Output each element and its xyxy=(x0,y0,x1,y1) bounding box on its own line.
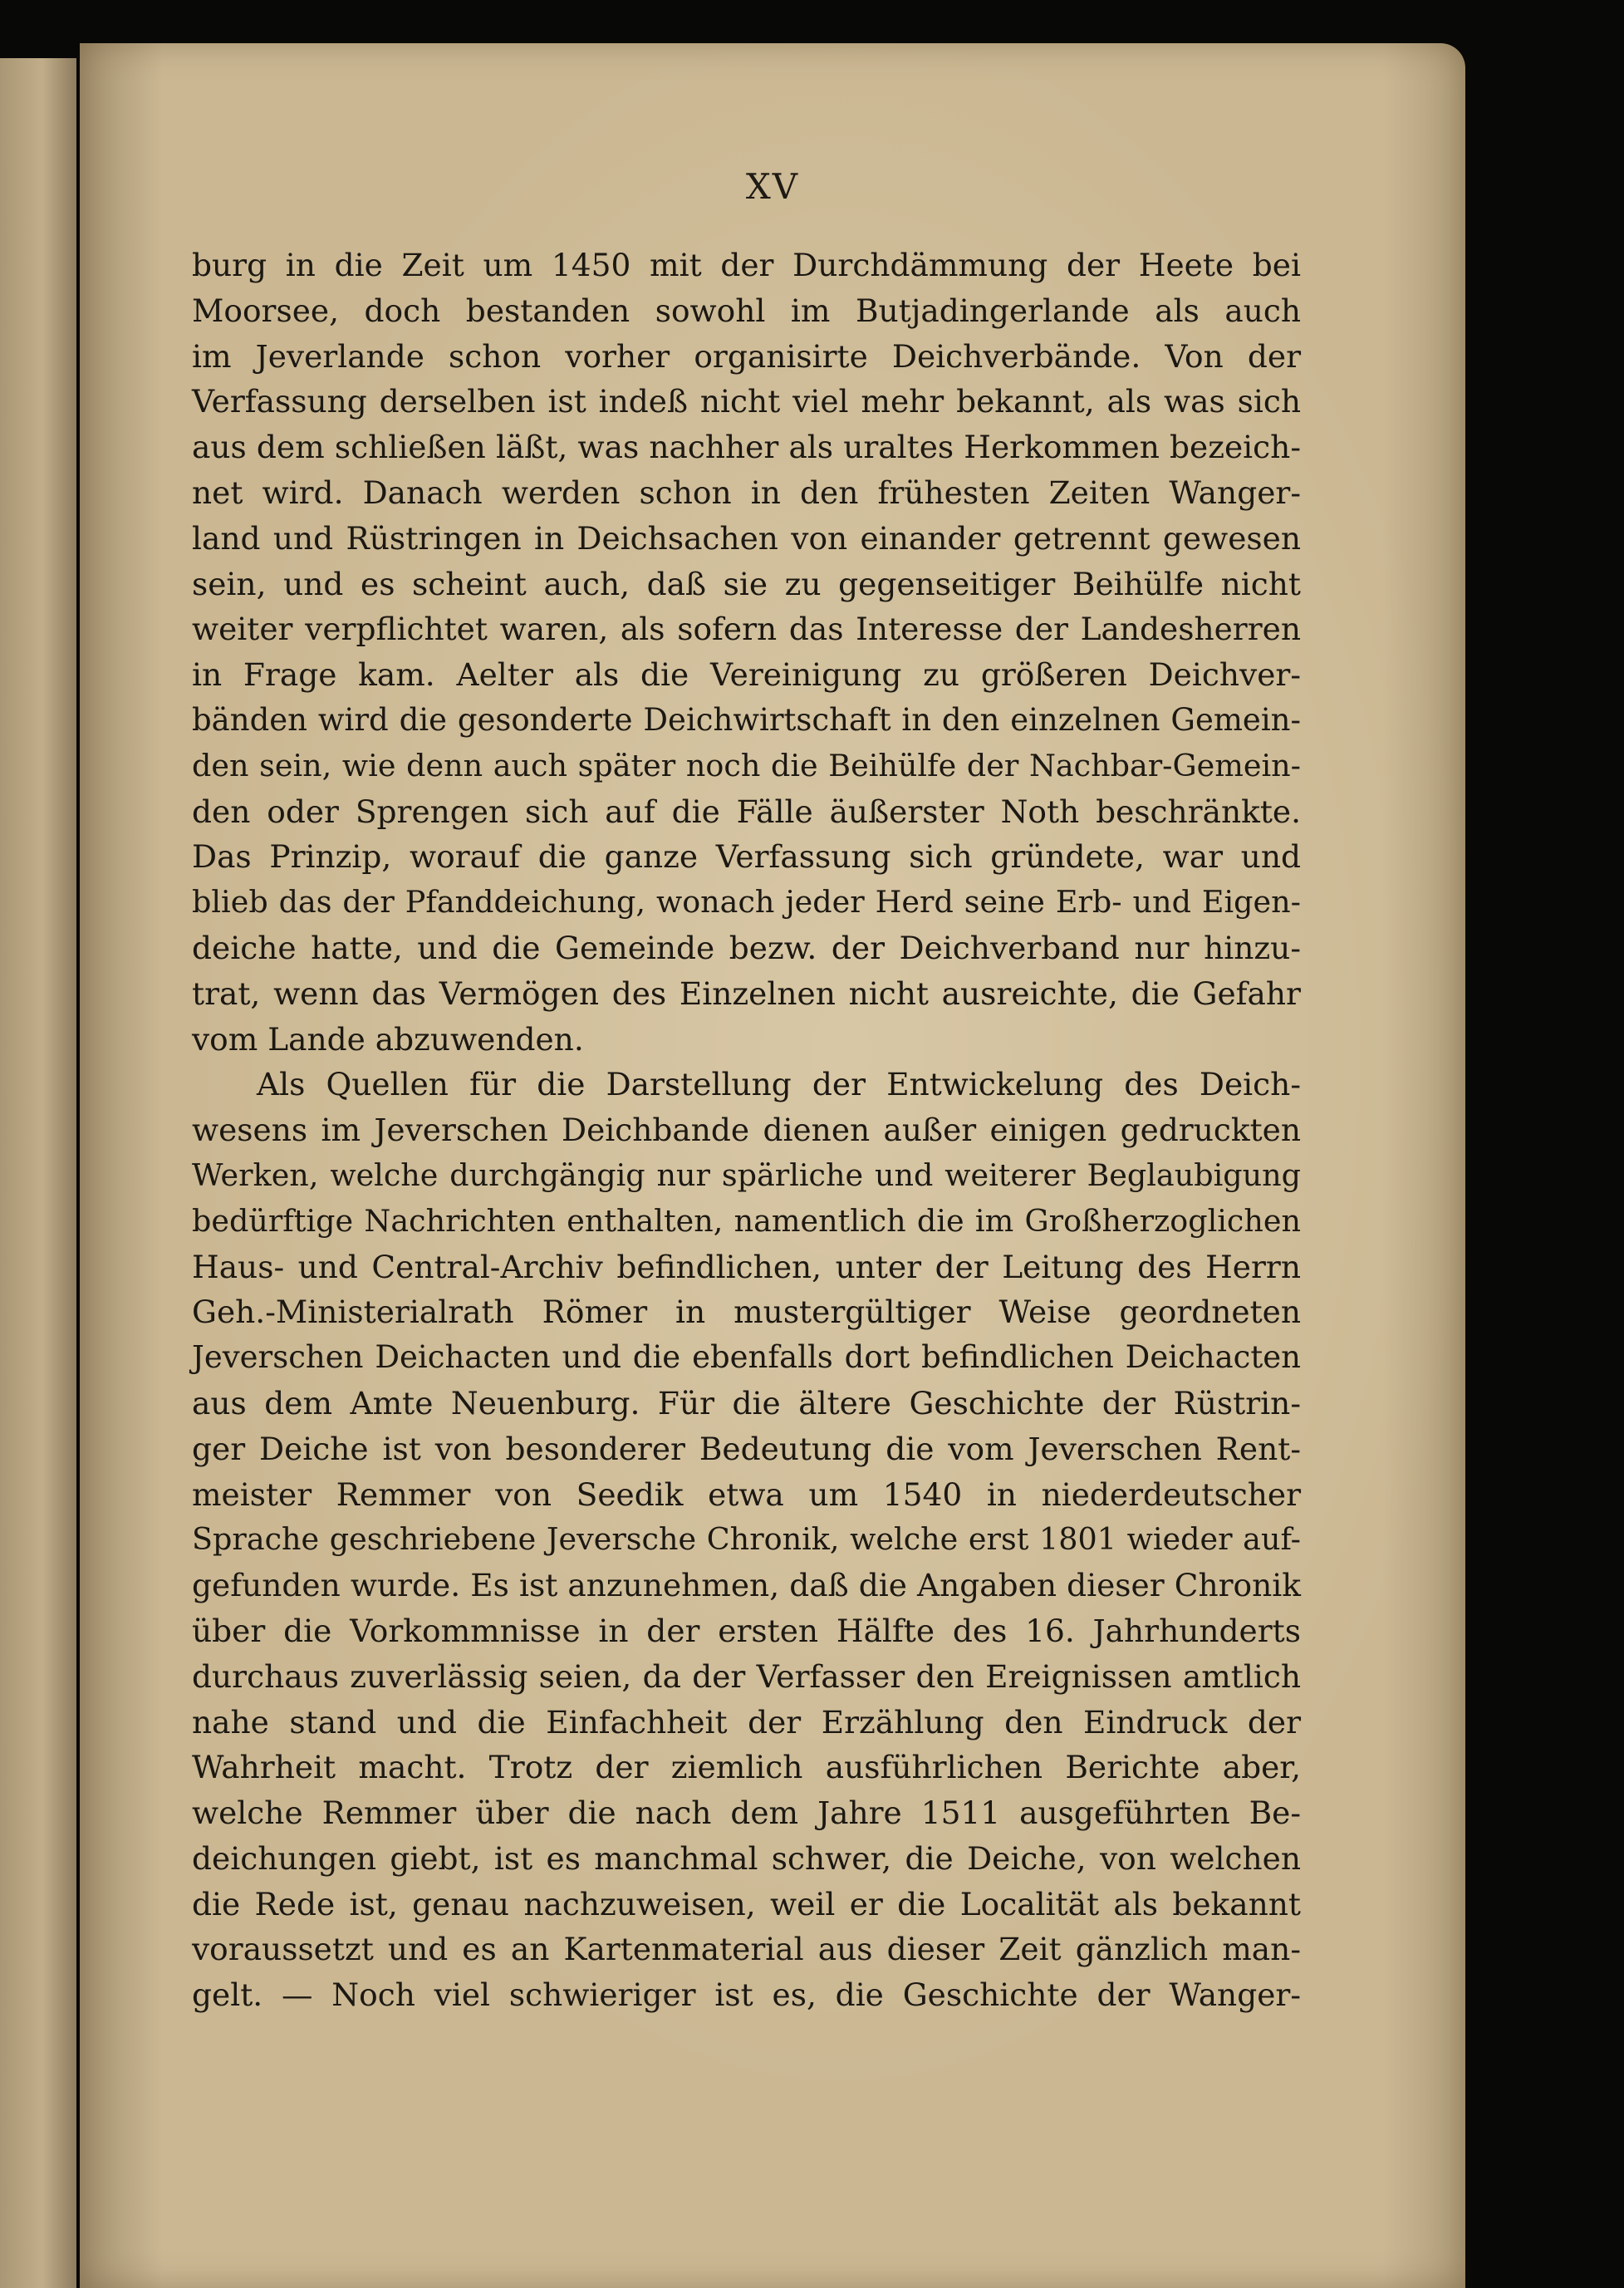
text-line: sein, und es scheint auch, daß sie zu gegenseitiger Beihülfe nicht xyxy=(192,565,1301,602)
text-line: land und Rüstringen in Deichsachen von einander getrennt gewesen xyxy=(192,519,1301,557)
text-line: über die Vorkommnisse in der ersten Hälfte des 16. Jahrhunderts xyxy=(192,1612,1301,1649)
left-page-edge xyxy=(0,58,76,2288)
text-line: Haus- und Central-Archiv befindlichen, unter der Leitung des Herrn xyxy=(192,1248,1301,1285)
book-page xyxy=(80,43,1465,2288)
text-line: Wahrheit macht. Trotz der ziemlich ausführlichen Berichte aber, xyxy=(192,1749,1301,1786)
text-line: voraussetzt und es an Kartenmaterial aus dieser Zeit gänzlich man- xyxy=(192,1931,1301,1968)
text-line: aus dem schließen läßt, was nachher als uraltes Herkommen bezeich- xyxy=(192,429,1301,466)
text-line: gelt. — Noch viel schwieriger ist es, die Geschichte der Wanger- xyxy=(192,1976,1301,2014)
text-line: bänden wird die gesonderte Deichwirtschaft in den einzelnen Gemein- xyxy=(192,701,1301,738)
text-line: aus dem Amte Neuenburg. Für die ältere Geschichte der Rüstrin- xyxy=(192,1384,1301,1421)
text-line: Werken, welche durchgängig nur spärliche und weiterer Beglaubigung xyxy=(192,1156,1301,1193)
text-line: Jeverschen Deichacten und die ebenfalls dort befindlichen Deichacten xyxy=(192,1339,1301,1376)
text-line: deichungen giebt, ist es manchmal schwer, die Deiche, von welchen xyxy=(192,1839,1301,1877)
text-line: ger Deiche ist von besonderer Bedeutung die vom Jeverschen Rent- xyxy=(192,1430,1301,1467)
text-line: Sprache geschriebene Jeversche Chronik, welche erst 1801 wieder auf- xyxy=(192,1521,1301,1558)
text-line: vom Lande abzuwenden. xyxy=(192,1020,584,1058)
text-line: Verfassung derselben ist indeß nicht viel mehr bekannt, als was sich xyxy=(192,383,1301,420)
text-line: gefunden wurde. Es ist anzunehmen, daß die Angaben dieser Chronik xyxy=(192,1567,1301,1604)
text-line: in Frage kam. Aelter als die Vereinigung zu größeren Deichver- xyxy=(192,656,1301,694)
body-text xyxy=(192,243,1301,2018)
text-line: burg in die Zeit um 1450 mit der Durchdämmung der Heete bei xyxy=(192,247,1301,283)
text-line: Das Prinzip, worauf die ganze Verfassung sich gründete, war und xyxy=(192,838,1301,876)
text-line: Geh.-Ministerialrath Römer in mustergültiger Weise geordneten xyxy=(192,1294,1301,1331)
text-line: durchaus zuverlässig seien, da der Verfasser den Ereignissen amtlich xyxy=(192,1657,1301,1695)
text-line: wesens im Jeverschen Deichbande dienen außer einigen gedruckten xyxy=(192,1112,1301,1149)
text-line: blieb das der Pfanddeichung, wonach jeder Herd seine Erb- und Eigen- xyxy=(192,884,1301,921)
page-number: XV xyxy=(745,166,800,207)
text-line: net wird. Danach werden schon in den frühesten Zeiten Wanger- xyxy=(192,474,1301,511)
text-line: nahe stand und die Einfachheit der Erzählung den Eindruck der xyxy=(192,1703,1301,1741)
text-line: die Rede ist, genau nachzuweisen, weil er die Localität als bekannt xyxy=(192,1885,1301,1922)
text-line: weiter verpflichtet waren, als sofern das Interesse der Landesherren xyxy=(192,611,1301,648)
text-line: im Jeverlande schon vorher organisirte Deichverbände. Von der xyxy=(192,337,1301,375)
text-line: meister Remmer von Seedik etwa um 1540 in niederdeutscher xyxy=(192,1475,1301,1513)
text-line: Moorsee, doch bestanden sowohl im Butjadingerlande als auch xyxy=(192,292,1301,329)
text-line: den oder Sprengen sich auf die Fälle äußerster Noth beschränkte. xyxy=(192,793,1301,830)
text-line: bedürftige Nachrichten enthalten, namentlich die im Großherzoglichen xyxy=(192,1202,1301,1239)
text-line: Als Quellen für die Darstellung der Entwickelung des Deich- xyxy=(257,1066,1301,1103)
text-line: den sein, wie denn auch später noch die Beihülfe der Nachbar-Gemein- xyxy=(192,747,1301,783)
text-line: welche Remmer über die nach dem Jahre 1511 ausgeführten Be- xyxy=(192,1795,1301,1832)
text-line: deiche hatte, und die Gemeinde bezw. der Deichverband nur hinzu- xyxy=(192,929,1301,966)
text-line: trat, wenn das Vermögen des Einzelnen nicht ausreichte, die Gefahr xyxy=(192,975,1301,1012)
